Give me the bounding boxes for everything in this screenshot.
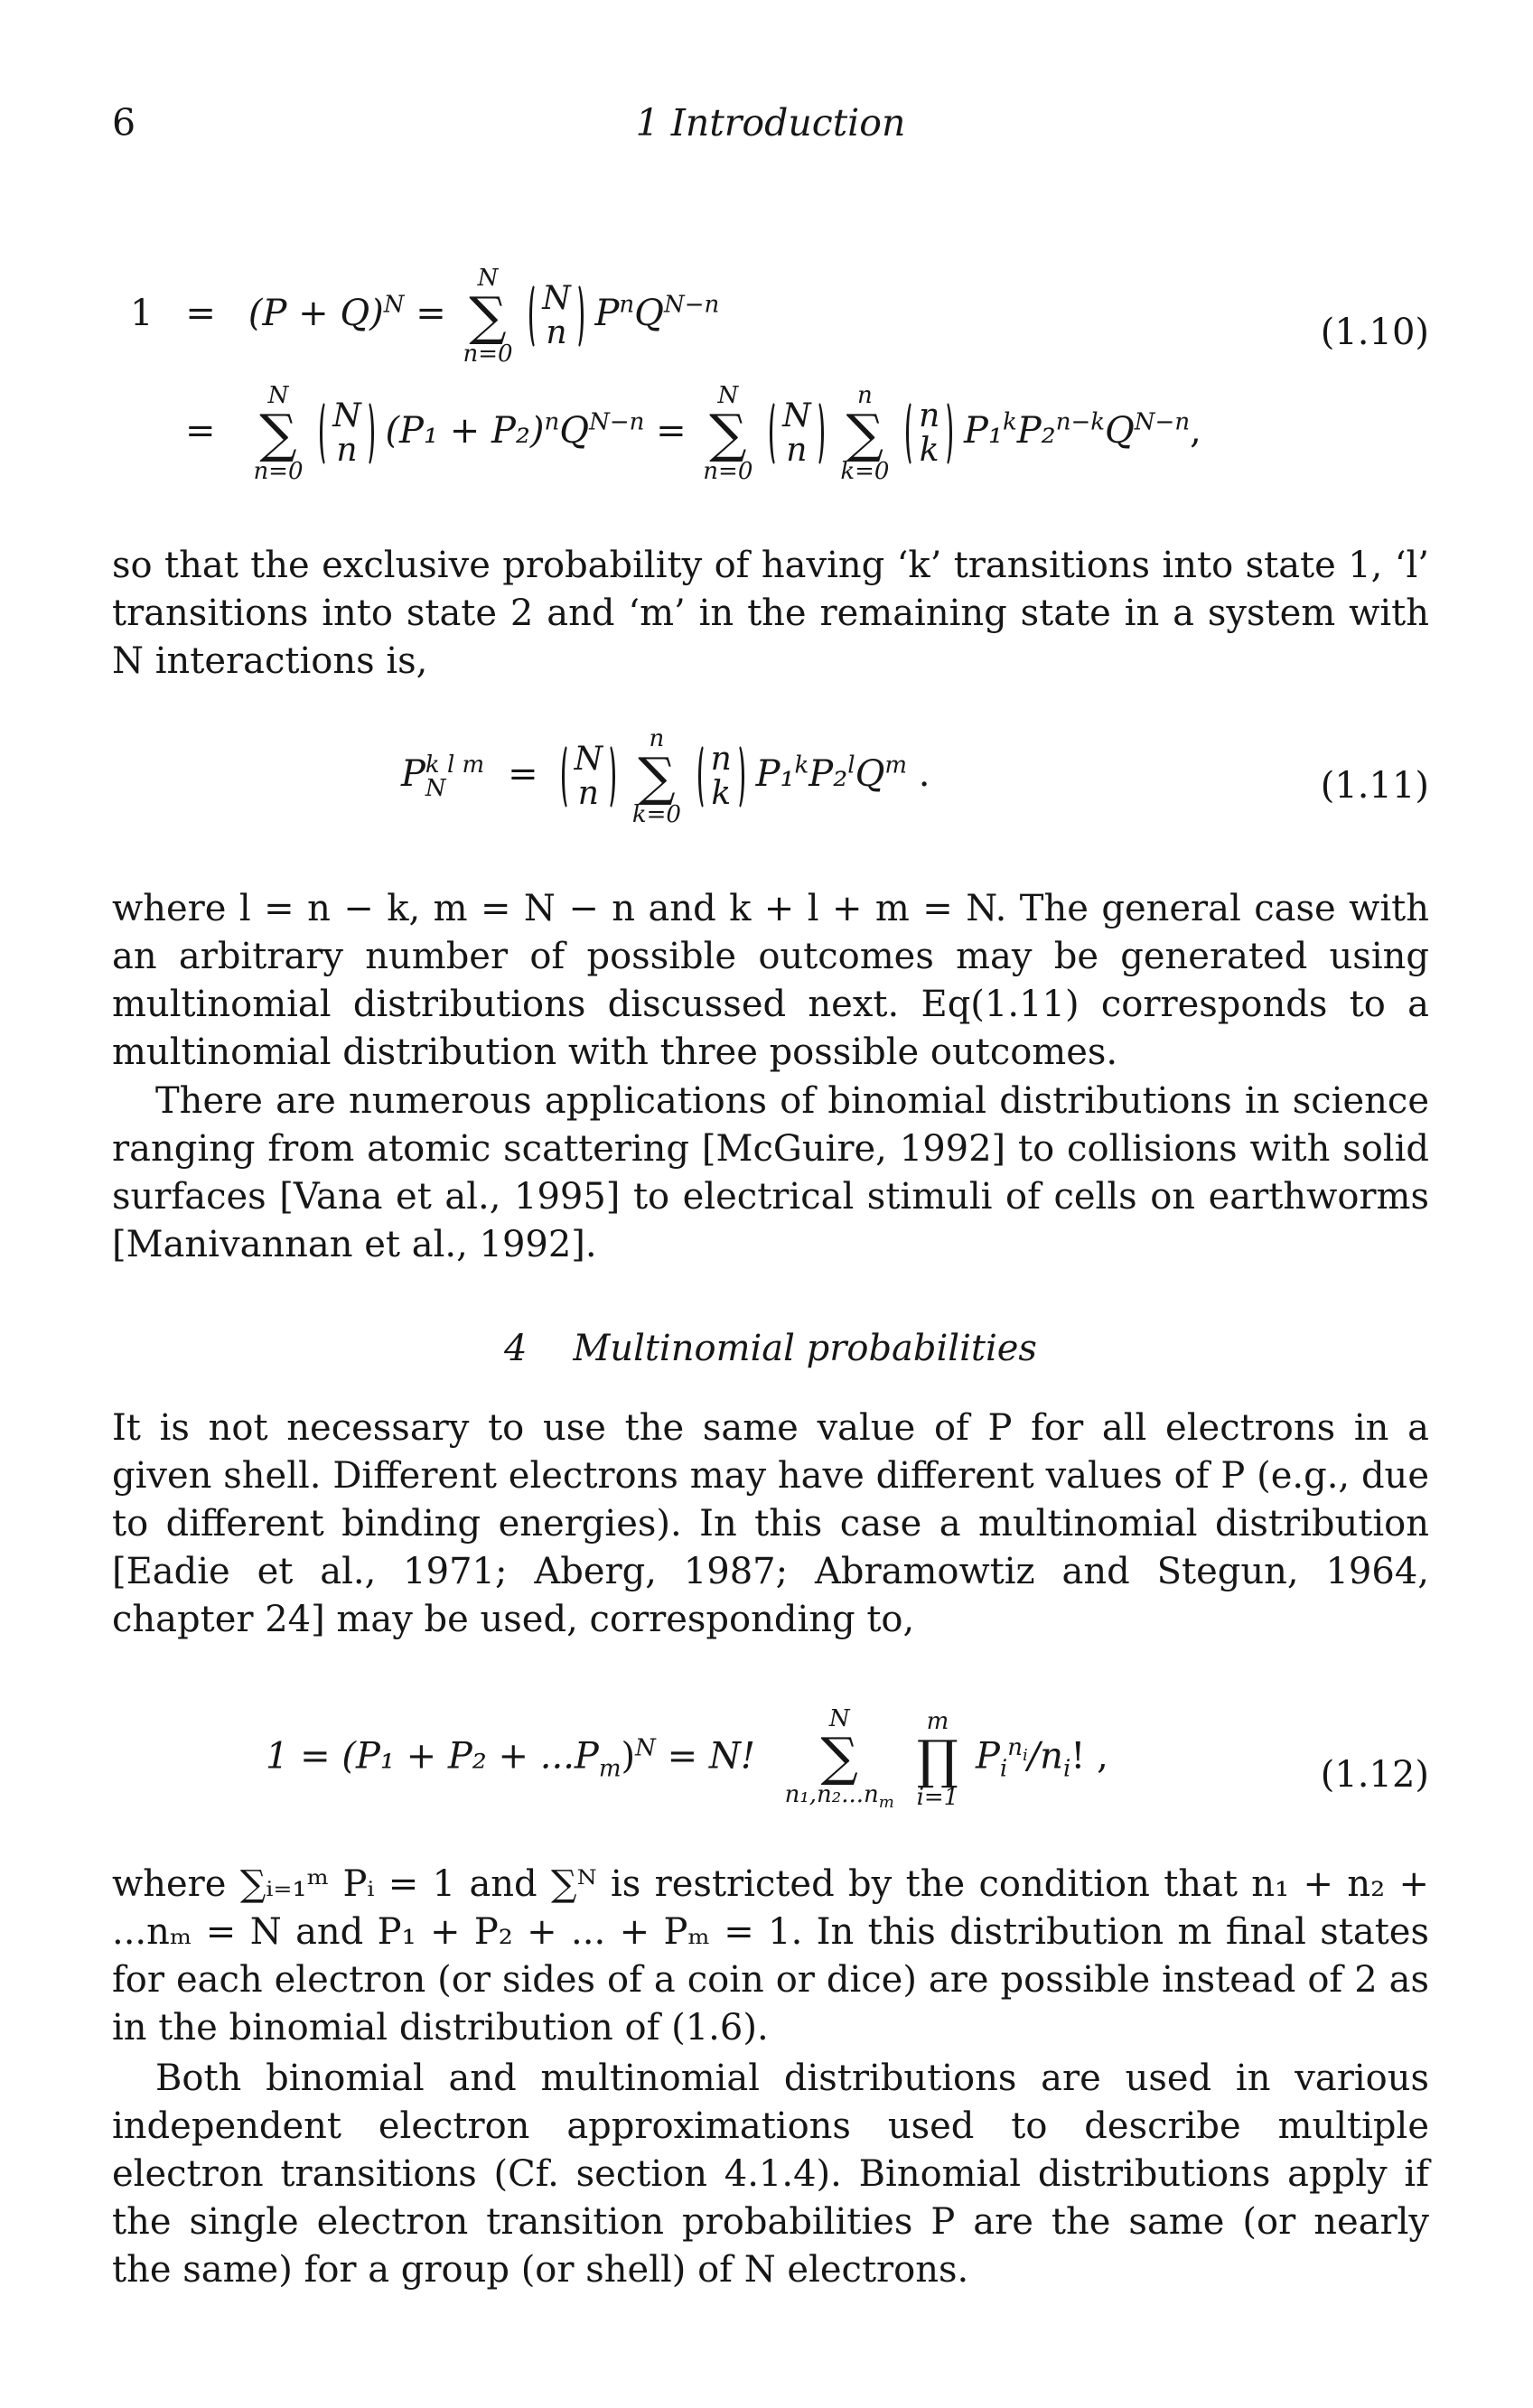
eq-superscript: k: [794, 751, 809, 779]
equation-1-12-body: [266, 1707, 1108, 1811]
eq-term: P: [594, 293, 620, 334]
eq-relation: =: [184, 410, 216, 452]
eq-term: Q: [634, 293, 664, 334]
binom-bottom: n: [546, 314, 567, 351]
eq-superscript: n: [619, 291, 635, 319]
binom-top: N: [574, 741, 603, 779]
binom-bottom: k: [711, 775, 732, 812]
binom-top: N: [782, 397, 811, 435]
eq-subscript: i: [1062, 1755, 1071, 1783]
section-heading: [112, 1328, 1429, 1369]
binom-bottom: n: [577, 775, 599, 812]
sum-lower-limit: n=0: [463, 341, 513, 368]
eq-term: P₂: [809, 753, 848, 795]
eq-subscript: N: [425, 775, 446, 802]
eq-term: (P₁ + P₂): [385, 410, 545, 452]
section-title: Multinomial probabilities: [573, 1328, 1037, 1369]
running-header: [112, 101, 1429, 155]
eq-term: P₁: [755, 753, 795, 795]
binomial-coefficient: [529, 282, 584, 350]
eq-term: 1 = (P₁ + P₂ + ...P: [266, 1735, 599, 1778]
eq-subscript: m: [878, 1793, 894, 1813]
sum-upper-limit: N: [717, 382, 739, 409]
eq-relation: =: [656, 410, 687, 452]
product-symbol: m ∏ i=1: [916, 1707, 959, 1811]
eq-term: ): [621, 1735, 636, 1778]
sum-upper-limit: N: [828, 1705, 850, 1732]
sum-lower-limit: n=0: [703, 458, 753, 485]
eq-term: (P + Q): [248, 293, 384, 334]
eq-relation: = N!: [667, 1735, 755, 1778]
eq-term: /n: [1027, 1735, 1063, 1778]
sum-upper-limit: n: [649, 725, 665, 752]
summation-symbol: N ∑ n=0: [703, 382, 753, 485]
binom-top: N: [542, 280, 571, 318]
prod-lower-limit: i=1: [916, 1783, 959, 1811]
eq-term: P: [401, 753, 425, 795]
eq-term: Q: [1105, 410, 1135, 452]
equation-1-11: [112, 718, 1429, 854]
eq-superscript: n: [544, 408, 560, 436]
summation-symbol: n ∑ k=0: [840, 382, 890, 485]
eq-term: Q: [855, 753, 885, 795]
eq-relation: =: [185, 293, 216, 334]
eq-superscript: N: [635, 1734, 656, 1762]
equation-1-12: [112, 1698, 1429, 1852]
equation-1-10-line-1: [130, 266, 719, 366]
binom-top: n: [919, 397, 940, 435]
binomial-coefficient: [320, 399, 374, 468]
equation-1-10-line-2: [130, 384, 1201, 483]
eq-subscript: i: [999, 1755, 1008, 1783]
summation-symbol: n ∑ k=0: [631, 725, 681, 828]
sum-lower-limit: n=0: [253, 458, 304, 485]
equation-number: (1.12): [1320, 1754, 1429, 1796]
binom-bottom: n: [336, 432, 358, 469]
eq-relation: =: [416, 293, 446, 334]
eq-superscript: k l m: [425, 751, 485, 779]
eq-term: P₁: [964, 410, 1003, 452]
paragraph: where l = n − k, m = N − n and k + l + m = N. The general case with an arbitrary number of possible outcomes may be generated using multinomial distributions discussed next. Eq(1.11) corresponds to a multinomial distribution with three possible outcomes.: [112, 888, 1429, 1073]
prod-upper-limit: m: [926, 1707, 949, 1735]
eq-superscript: N−n: [589, 408, 645, 436]
summation-symbol: N ∑ n=0: [253, 382, 304, 485]
summation-symbol: N ∑ n=0: [463, 265, 513, 368]
sum-lower-limit: k=0: [840, 458, 890, 485]
eq-superscript: N−n: [1134, 408, 1191, 436]
binomial-coefficient: [698, 742, 744, 811]
equation-number: (1.10): [1320, 312, 1429, 353]
eq-superscript: n: [1007, 1734, 1023, 1762]
eq-relation: =: [508, 753, 538, 795]
eq-term: P₂: [1016, 410, 1056, 452]
binom-top: n: [710, 741, 732, 779]
paragraph: so that the exclusive probability of having ‘k’ transitions into state 1, ‘l’ transitions into state 2 and ‘m’ in the remaining state in a system with N interactions is,: [112, 545, 1429, 682]
eq-superscript: k: [1002, 408, 1017, 436]
sum-upper-limit: N: [477, 265, 499, 292]
paragraph: There are numerous applications of binomial distributions in science ranging from atomic scattering [McGuire, 1992] to collisions with solid surfaces [Vana et al., 1995] to electrical stimuli of cells on earthworms [Manivannan et al., 1992].: [112, 1080, 1429, 1265]
summation-symbol: N ∑ $n_1,n_2...n_m$: [784, 1705, 894, 1813]
sum-lower-limit: k=0: [631, 801, 681, 828]
eq-punctuation: ! ,: [1070, 1735, 1108, 1778]
binomial-coefficient: [562, 742, 616, 811]
binom-bottom: n: [786, 432, 808, 469]
eq-term: P: [975, 1735, 1000, 1778]
binom-bottom: k: [919, 432, 939, 469]
equation-1-10: [112, 248, 1429, 501]
eq-punctuation: .: [918, 753, 930, 795]
equation-number: (1.11): [1320, 765, 1429, 807]
page-number: 6: [112, 101, 136, 145]
sum-upper-limit: n: [856, 382, 873, 409]
sum-lower-limit: n₁,n₂...n: [784, 1781, 879, 1808]
binom-top: N: [332, 397, 361, 435]
equation-1-11-body: [401, 727, 930, 826]
eq-superscript: n−k: [1055, 408, 1105, 436]
running-title: 1 Introduction: [635, 101, 906, 145]
binomial-coefficient: [906, 399, 952, 468]
eq-subscript: i: [1022, 1746, 1028, 1766]
eq-subscript: m: [598, 1755, 622, 1783]
section-number: 4: [504, 1328, 528, 1369]
eq-superscript: l: [847, 751, 855, 779]
eq-punctuation: ,: [1190, 410, 1201, 452]
paragraph: Both binomial and multinomial distributions are used in various independent electron approximations used to describe multiple electron transitions (Cf. section 4.1.4). Binomial distributions apply if the single electron transition probabilities P are the same (or nearly the same) for a group (or shell) of N electrons.: [112, 2058, 1429, 2291]
eq-superscript: m: [884, 751, 908, 779]
eq-term: Q: [559, 410, 590, 452]
binomial-coefficient: [770, 399, 824, 468]
paragraph: where ∑ᵢ₌₁ᵐ Pᵢ = 1 and ∑ᴺ is restricted by the condition that n₁ + n₂ + ...nₘ = N and P₁ + P₂ + ... + Pₘ = 1. In this distribution m final states for each electron (or sides of a coin or dice) are possible instead of 2 as in the binomial distribution of (1.6).: [112, 1863, 1429, 2049]
sum-upper-limit: N: [267, 382, 289, 409]
eq-superscript: N−n: [663, 291, 720, 319]
eq-term: 1: [130, 293, 154, 334]
paragraph: It is not necessary to use the same value of P for all electrons in a given shell. Different electrons may have different values of P (e.g., due to different binding energies). In this case a multinomial distribution [Eadie et al., 1971; Aberg, 1987; Abramowtiz and Stegun, 1964, chapter 24] may be used, corresponding to,: [112, 1407, 1429, 1640]
eq-superscript: N: [383, 291, 405, 319]
